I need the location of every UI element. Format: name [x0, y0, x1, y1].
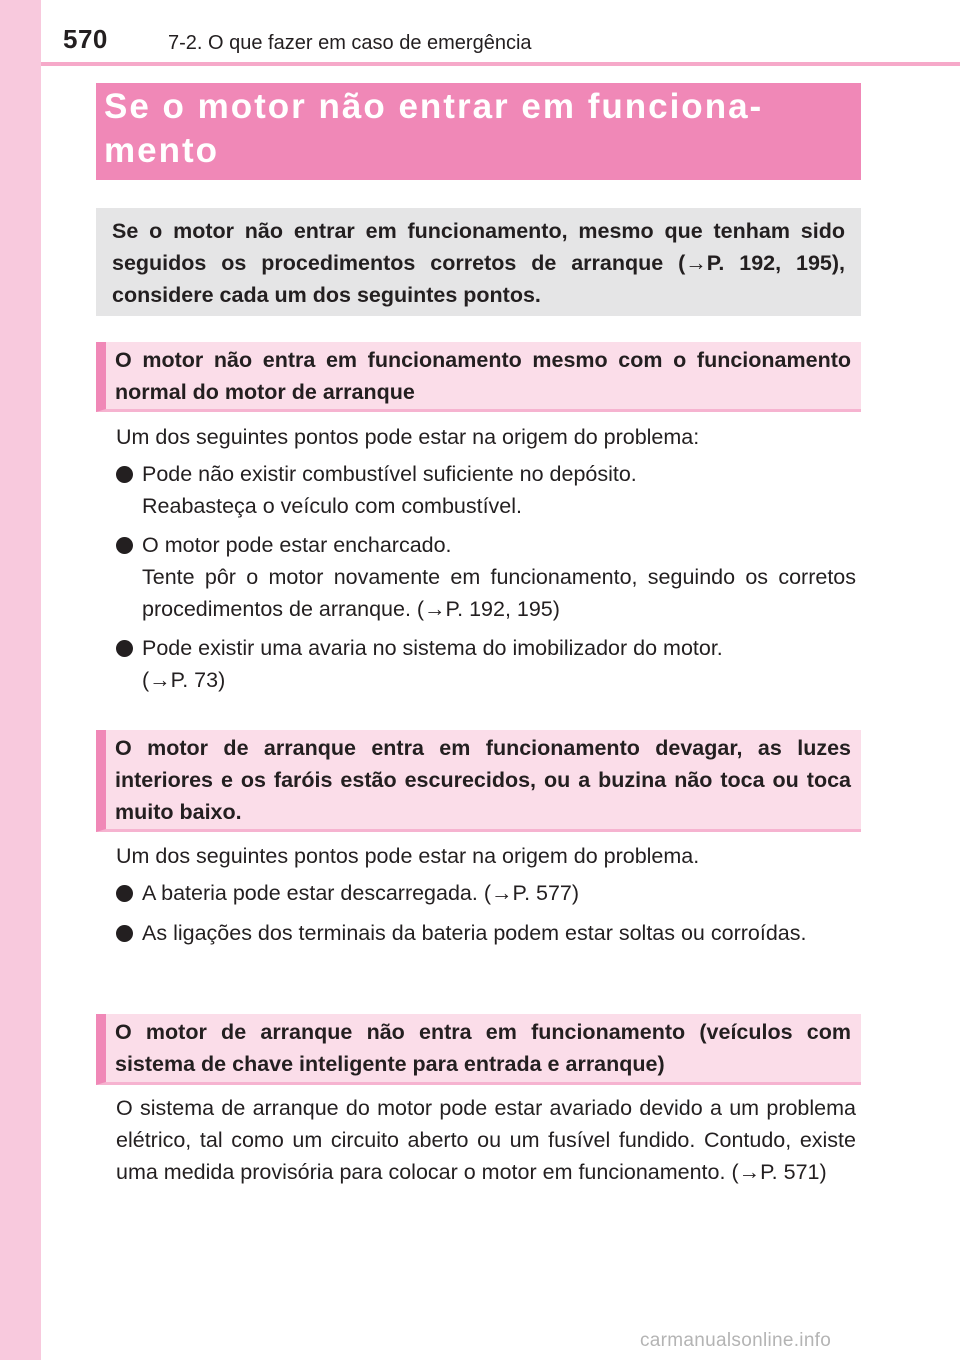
list-item — [116, 529, 856, 625]
bullet-subtext: Reabasteça o veículo com combustível. — [142, 494, 523, 518]
section-lead-1: Um dos seguintes pontos pode estar na origem do problema: — [116, 425, 700, 449]
list-item — [116, 917, 856, 949]
bullet-text: O motor pode estar encharcado. — [142, 533, 452, 557]
bullet-icon — [116, 537, 133, 554]
section-header: 7-2. O que fazer em caso de emergência — [168, 32, 532, 54]
bullet-icon — [116, 640, 133, 657]
section-heading-text: O motor de arranque não entra em funcionamento (veículos com sistema de chave inteligente para entrada e arranque) — [115, 1020, 851, 1076]
section-heading-text: O motor de arranque entra em funcionamento devagar, as luzes interiores e os faróis estão escurecidos, ou a buzina não toca ou toca muito baixo. — [115, 736, 851, 824]
bullet-icon — [116, 466, 133, 483]
page-number: 570 — [63, 24, 108, 54]
header-rule — [41, 62, 960, 66]
bullet-text: Pode existir uma avaria no sistema do imobilizador do motor. — [142, 636, 723, 660]
page-title-line-2: mento — [104, 131, 219, 170]
bullet-subtext: Tente pôr o motor novamente em funcionamento, seguindo os corretos procedimentos de arranque. (→P. 192, 195) — [142, 565, 856, 621]
bullet-text: As ligações dos terminais da bateria podem estar soltas ou corroídas. — [142, 921, 807, 945]
bullet-icon — [116, 885, 133, 902]
section-heading-1 — [96, 342, 861, 412]
section-lead-2: Um dos seguintes pontos pode estar na origem do problema. — [116, 844, 700, 868]
page-title — [96, 83, 861, 180]
section-heading-3 — [96, 1014, 861, 1085]
side-strip — [0, 0, 41, 1360]
section-heading-2 — [96, 730, 861, 832]
list-item — [116, 632, 856, 696]
bullet-text: Pode não existir combustível suficiente no depósito. — [142, 462, 637, 486]
intro-text: Se o motor não entrar em funcionamento, mesmo que tenham sido seguidos os procedimentos corretos de arranque (→P. 192, 195), considere cada um dos seguintes pontos. — [112, 219, 845, 307]
bullet-text: A bateria pode estar descarregada. (→P. 577) — [142, 881, 580, 905]
list-item — [116, 458, 856, 522]
section-heading-text: O motor não entra em funcionamento mesmo com o funcionamento normal do motor de arranque — [115, 348, 851, 404]
list-item — [116, 877, 856, 909]
intro-box — [96, 208, 861, 316]
page-title-line-1: Se o motor não entrar em funciona- — [104, 87, 764, 126]
bullet-subtext: (→P. 73) — [142, 668, 226, 692]
bullet-icon — [116, 925, 133, 942]
watermark: carmanualsonline.info — [640, 1330, 832, 1351]
section-body-3: O sistema de arranque do motor pode estar avariado devido a um problema elétrico, tal como um circuito aberto ou um fusível fundido. Contudo, existe uma medida provisória para colocar o motor em funcionamento. (→P. 571) — [116, 1096, 856, 1184]
